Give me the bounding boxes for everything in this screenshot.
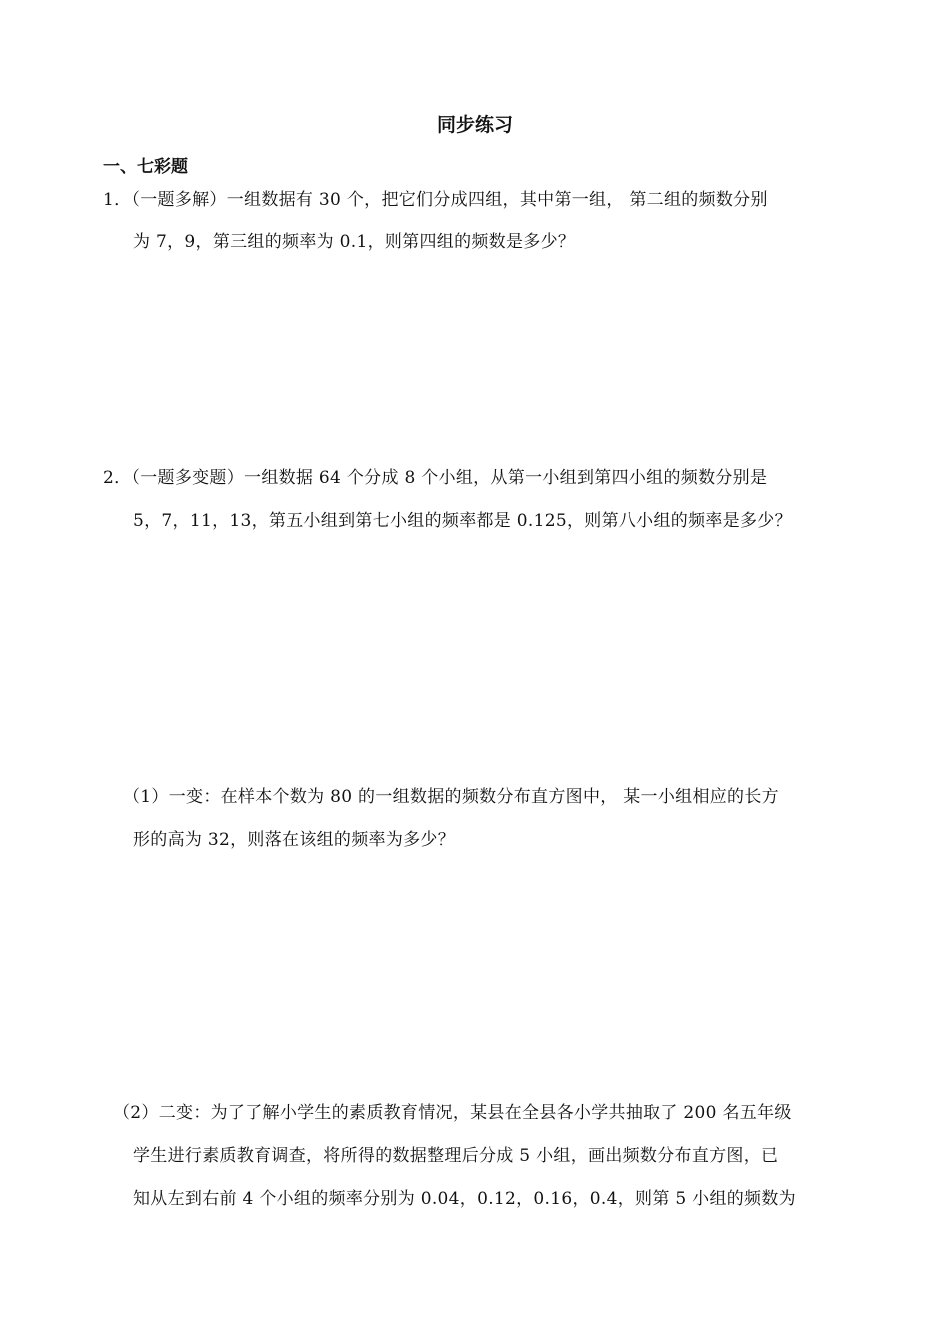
section-heading: 一、七彩题 bbox=[103, 157, 188, 177]
question-2-line-2: 5，7，11，13，第五小组到第七小组的频率都是 0.125，则第八小组的频率是多少？ bbox=[133, 511, 792, 531]
variation-1-line-1: （1）一变：在样本个数为 80 的一组数据的频数分布直方图中， 某一小组相应的长方 bbox=[123, 787, 779, 807]
question-1-line-1: 1．（一题多解）一组数据有 30 个，把它们分成四组，其中第一组， 第二组的频数分别 bbox=[103, 190, 768, 210]
variation-1-line-2: 形的高为 32，则落在该组的频率为多少？ bbox=[133, 830, 456, 850]
variation-2-line-2: 学生进行素质教育调查，将所得的数据整理后分成 5 小组，画出频数分布直方图，已 bbox=[133, 1146, 779, 1166]
variation-2-line-1: （2）二变：为了了解小学生的素质教育情况，某县在全县各小学共抽取了 200 名五年级 bbox=[113, 1103, 792, 1123]
page-title: 同步练习 bbox=[436, 114, 513, 136]
question-1-line-2: 为 7，9，第三组的频率为 0.1，则第四组的频数是多少？ bbox=[133, 232, 576, 252]
question-2-line-1: 2．（一题多变题）一组数据 64 个分成 8 个小组，从第一小组到第四小组的频数分别是 bbox=[103, 468, 768, 488]
variation-2-line-3: 知从左到右前 4 个小组的频率分别为 0.04，0.12，0.16，0.4，则第 5 小组的频数为 bbox=[133, 1189, 796, 1209]
